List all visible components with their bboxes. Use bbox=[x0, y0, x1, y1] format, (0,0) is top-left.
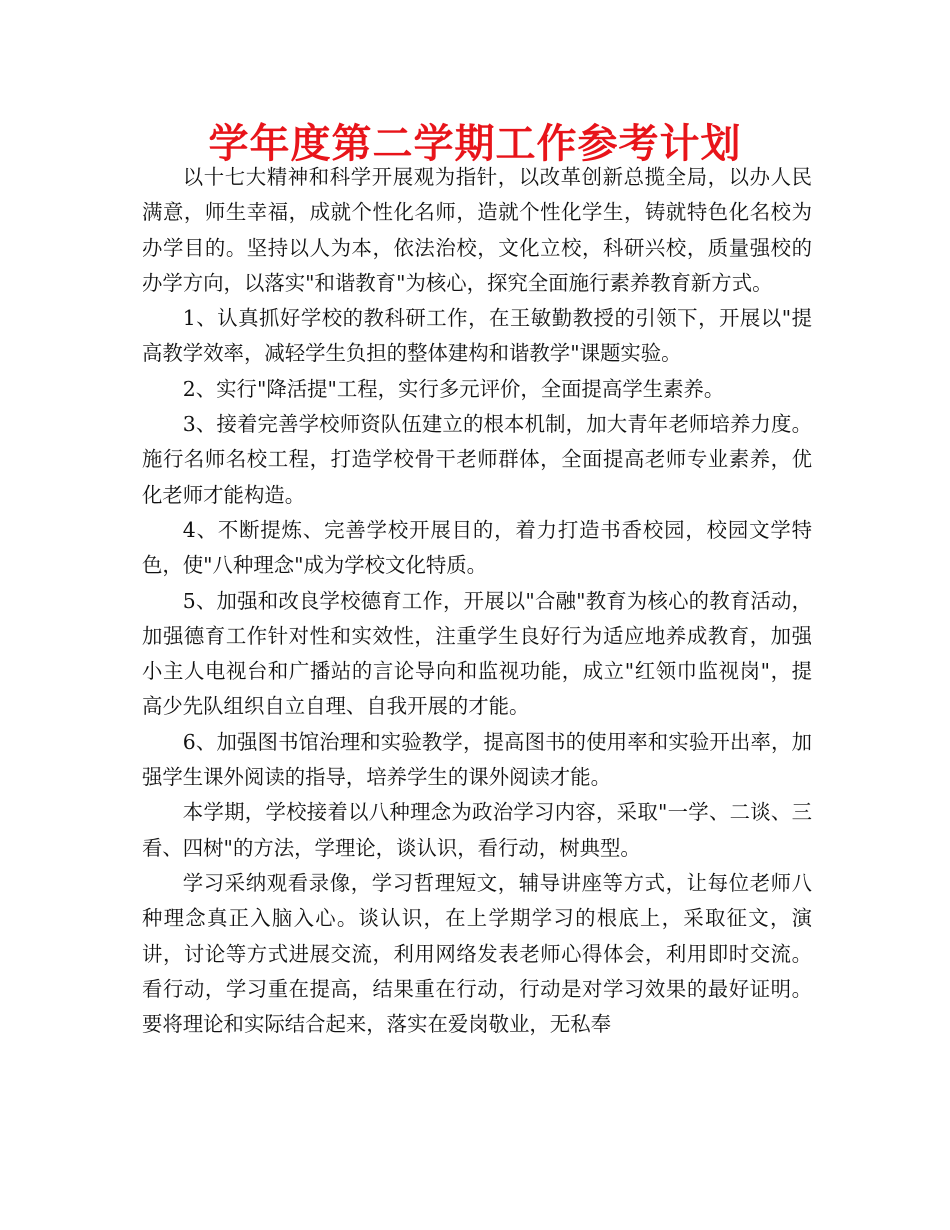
paragraph-item-2: 2、实行"降活提"工程，实行多元评价，全面提高学生素养。 bbox=[182, 376, 725, 401]
paragraph-item-6: 6、加强图书馆治理和实验教学，提高图书的使用率和实验开出率，加强学生课外阅读的指导，培养学生的课外阅读才能。 bbox=[142, 729, 812, 790]
paragraph-item-3: 3、接着完善学校师资队伍建立的根本机制，加大青年老师培养力度。施行名师名校工程，打造学校骨干老师群体，全面提高老师专业素养，优化老师才能构造。 bbox=[142, 412, 812, 507]
document-body bbox=[142, 160, 812, 1042]
paragraph-item-4: 4、不断提炼、完善学校开展目的，着力打造书香校园，校园文学特色，使"八种理念"成为学校文化特质。 bbox=[142, 517, 812, 578]
paragraph-semester: 本学期，学校接着以八种理念为政治学习内容，采取"一学、二谈、三看、四树"的方法，学理论，谈认识，看行动，树典型。 bbox=[142, 800, 812, 860]
paragraph-item-5: 5、加强和改良学校德育工作，开展以"合融"教育为核心的教育活动，加强德育工作针对性和实效性，注重学生良好行为适应地养成教育，加强小主人电视台和广播站的言论导向和监视功能，成立"红领巾监视岗"，提高少先队组织自立自理、自我开展的才能。 bbox=[142, 588, 812, 719]
paragraph-intro: 以十七大精神和科学开展观为指针，以改革创新总揽全局，以办人民满意，师生幸福，成就个性化名师，造就个性化学生，铸就特色化名校为办学目的。坚持以人为本，依法治校，文化立校，科研兴校，质量强校的办学方向，以落实"和谐教育"为核心，探究全面施行素养教育新方式。 bbox=[142, 165, 812, 295]
document-title: 学年度第二学期工作参考计划 bbox=[208, 121, 742, 167]
paragraph-item-1: 1、认真抓好学校的教科研工作，在王敏勤教授的引领下，开展以"提高教学效率，减轻学生负担的整体建构和谐教学"课题实验。 bbox=[142, 306, 812, 366]
paragraph-study-methods: 学习采纳观看录像，学习哲理短文，辅导讲座等方式，让每位老师八种理念真正入脑入心。谈认识，在上学期学习的根底上，采取征文，演讲，讨论等方式进展交流，利用网络发表老师心得体会，利用即时交流。看行动，学习重在提高，结果重在行动，行动是对学习效果的最好证明。要将理论和实际结合起来，落实在爱岗敬业，无私奉 bbox=[142, 870, 812, 1037]
